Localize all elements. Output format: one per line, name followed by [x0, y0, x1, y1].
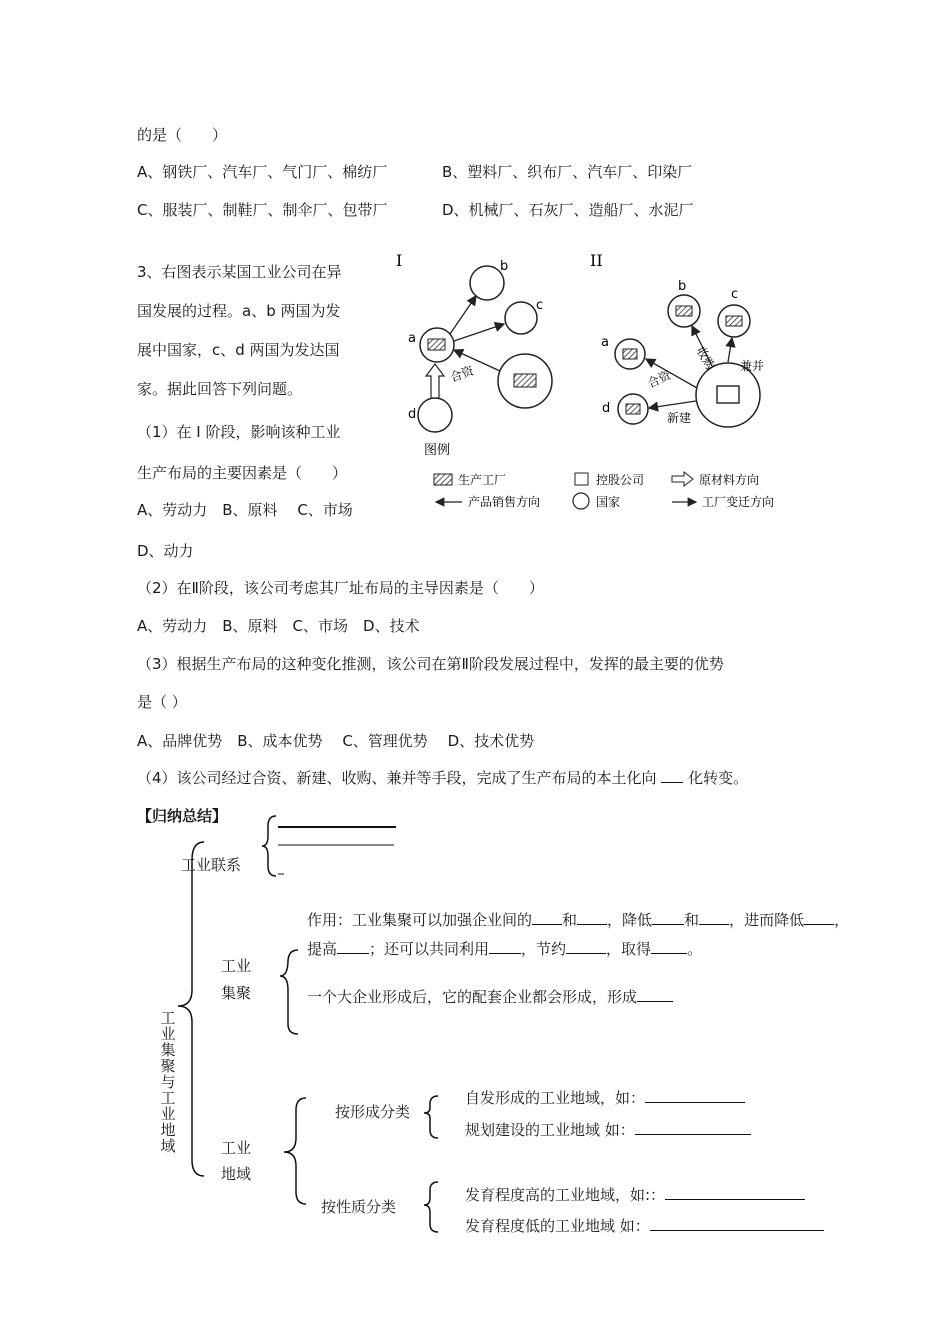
- effect-text-11: 。: [687, 940, 703, 958]
- effect-line2: [307, 939, 702, 959]
- label-c-2: c: [731, 287, 739, 302]
- low-dev-text: 发育程度低的工业地域 如：: [465, 1217, 650, 1235]
- linkage-label: 工业联系: [181, 856, 242, 874]
- new-build-label: 新建: [667, 411, 692, 425]
- blank-1[interactable]: [532, 910, 562, 925]
- region-label-line1: 工业: [221, 1139, 252, 1157]
- blank-9[interactable]: [651, 939, 687, 954]
- legend-raw-label: 原材料方向: [699, 473, 760, 487]
- spontaneous-blank[interactable]: [645, 1088, 745, 1103]
- stage1-label: I: [396, 251, 403, 270]
- legend-move-label: 工厂变迁方向: [702, 495, 775, 509]
- by-nature-label: 按性质分类: [321, 1198, 397, 1216]
- label-a-2: a: [601, 335, 609, 350]
- effect-text-2: 和: [562, 911, 578, 929]
- root-brace: [178, 842, 204, 1176]
- q3-part4-text-end: 化转变。: [688, 769, 749, 787]
- q3-intro-line3: 展中国家，c、d 两国为发达国: [137, 341, 340, 359]
- planned-blank[interactable]: [635, 1120, 751, 1135]
- q3-part2: （2）在Ⅱ阶段，该公司考虑其厂址布局的主导因素是（ ）: [137, 579, 544, 597]
- stage2-label: II: [590, 251, 603, 270]
- effect-line1: [307, 910, 849, 930]
- big-enterprise-line: [307, 987, 673, 1007]
- high-dev-text: 发育程度高的工业地域，如:：: [465, 1186, 666, 1204]
- legend-factory-label: 生产工厂: [458, 473, 507, 487]
- low-dev-line: [465, 1216, 824, 1236]
- q3-part3-line2: 是（ ）: [137, 693, 187, 711]
- spontaneous-text: 自发形成的工业地域，如：: [465, 1089, 646, 1107]
- q3-part1-line1: （1）在 I 阶段，影响该种工业: [137, 423, 341, 441]
- region-brace: [284, 1098, 306, 1204]
- low-dev-blank[interactable]: [650, 1216, 824, 1231]
- label-a-1: a: [408, 331, 416, 346]
- nature-brace: [424, 1182, 438, 1232]
- effect-text-8: ；还可以共同利用: [369, 940, 490, 958]
- legend-sales-label: 产品销售方向: [468, 495, 541, 509]
- planned-line: [465, 1120, 751, 1140]
- label-b-2: b: [678, 279, 687, 294]
- q3-part1-line2: 生产布局的主要因素是（ ）: [137, 464, 348, 482]
- q2-option-b: B、塑料厂、织布厂、汽车厂、印染厂: [442, 163, 693, 181]
- blank-7[interactable]: [489, 939, 521, 954]
- agglom-brace: [280, 950, 298, 1034]
- spontaneous-line: [465, 1088, 745, 1108]
- q3-part2-options: A、劳动力 B、原料 C、市场 D、技术: [137, 617, 420, 635]
- high-dev-blank[interactable]: [665, 1185, 805, 1200]
- q3-intro-line2: 国发展的过程。a、b 两国为发: [137, 302, 341, 320]
- summary-heading: 【归纳总结】: [137, 807, 228, 825]
- agglom-label-line1: 工业: [221, 957, 252, 975]
- form-brace: [424, 1096, 438, 1138]
- joint-venture-label-1: 合资: [448, 363, 476, 385]
- blank-2[interactable]: [577, 910, 607, 925]
- effect-text-5: ，进而降低: [729, 911, 805, 929]
- blank-10[interactable]: [637, 987, 673, 1002]
- high-dev-line: [465, 1185, 805, 1205]
- effect-text-6: ，: [834, 911, 850, 929]
- agglom-label-line2: 集聚: [221, 984, 252, 1002]
- legend-title: 图例: [424, 443, 451, 458]
- acquire-label: 收购: [693, 344, 718, 373]
- q3-part3-line1: （3）根据生产布局的这种变化推测，该公司在第Ⅱ阶段发展过程中，发挥的最主要的优势: [137, 655, 724, 673]
- q3-part1-options: A、劳动力 B、原料 C、市场: [137, 501, 353, 519]
- effect-text-3: ，降低: [607, 911, 653, 929]
- legend-holding-label: 控股公司: [596, 473, 645, 487]
- merge-label: 兼并: [740, 359, 765, 373]
- q3-part3-options: A、品牌优势 B、成本优势 C、管理优势 D、技术优势: [137, 732, 535, 750]
- effect-text-9: ，节约: [521, 940, 567, 958]
- label-b-1: b: [500, 259, 509, 274]
- blank-8[interactable]: [566, 939, 606, 954]
- q3-intro-line1: 3、右图表示某国工业公司在异: [137, 263, 342, 281]
- root-label: 工业集聚与工业地域: [160, 1009, 176, 1155]
- blank-3[interactable]: [652, 910, 684, 925]
- label-d-1: d: [408, 407, 417, 422]
- effect-text-10: ，取得: [606, 940, 652, 958]
- q3-part4-text: （4）该公司经过合资、新建、收购、兼并等手段，完成了生产布局的本土化向: [137, 769, 657, 787]
- q2-tail: 的是（ ）: [137, 126, 228, 144]
- q3-intro-line4: 家。据此回答下列问题。: [137, 380, 303, 398]
- region-label-line2: 地域: [221, 1165, 252, 1183]
- legend-country-label: 国家: [596, 495, 621, 509]
- label-d-2: d: [602, 401, 611, 416]
- q2-option-c: C、服装厂、制鞋厂、制伞厂、包带厂: [137, 201, 388, 219]
- effect-text-1: 作用：工业集聚可以加强企业间的: [307, 911, 533, 929]
- q3-part1-option-d: D、动力: [137, 542, 194, 560]
- blank-6[interactable]: [337, 939, 369, 954]
- q2-option-a: A、钢铁厂、汽车厂、气门厂、棉纺厂: [137, 163, 388, 181]
- q2-option-d: D、机械厂、石灰厂、造船厂、水泥厂: [442, 201, 694, 219]
- by-form-label: 按形成分类: [335, 1103, 411, 1121]
- blank-4[interactable]: [699, 910, 729, 925]
- joint-venture-label-2: 合资: [645, 367, 674, 391]
- label-c-1: c: [536, 298, 544, 313]
- effect-text-7: 提高: [307, 940, 338, 958]
- effect-text-4: 和: [684, 911, 700, 929]
- linkage-brace: [262, 816, 276, 876]
- big-enterprise-text: 一个大企业形成后，它的配套企业都会形成，形成: [307, 988, 638, 1006]
- blank-5[interactable]: [804, 910, 834, 925]
- planned-text: 规划建设的工业地域 如：: [465, 1121, 635, 1139]
